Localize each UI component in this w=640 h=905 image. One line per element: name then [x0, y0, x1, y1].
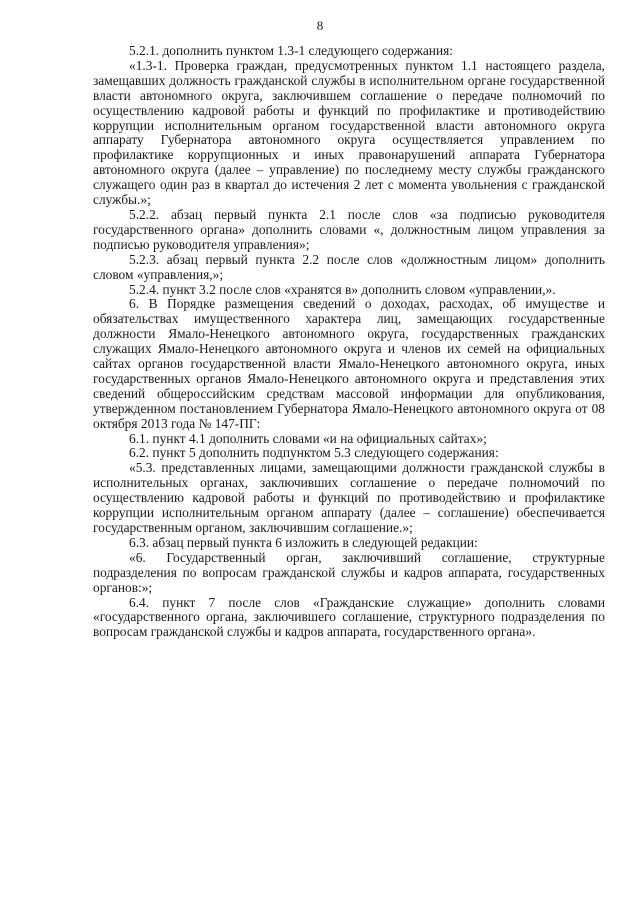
page-number: 8: [316, 18, 324, 33]
paragraph-6-text: «6. Государственный орган, заключивший соглашение, структурные подразделения по вопросам гражданской службы и кадров аппарата, государственных органов:»;: [93, 549, 605, 595]
paragraph-6-3: 6.3. абзац первый пункта 6 изложить в следующей редакции:: [129, 534, 478, 550]
paragraph-6-4: 6.4. пункт 7 после слов «Гражданские служащие» дополнить словами «государственного органа, заключившего соглашение, структурного подразделения по вопросам гражданской службы и кадров аппарата, государственного органа».: [93, 594, 605, 640]
paragraph-6: 6. В Порядке размещения сведений о доходах, расходах, об имуществе и обязательствах имущественного характера лиц, замещающих государственные должности Ямало-Ненецкого автономного округа, государственных гражданских служащих Ямало-Ненецкого автономного округа и членов их семей на официальных сайтах органов государственной власти Ямало-Ненецкого автономного округа, иных государственных органов Ямало-Ненецкого автономного округа и представления этих сведений общероссийским средствам массовой информации для опубликования, утвержденном постановлением Губернатора Ямало-Ненецкого автономного округа от 08 октября 2013 года № 147-ПГ:: [93, 296, 605, 431]
paragraph-5-3-text: «5.3. представленных лицами, замещающими должности гражданской службы в исполнительных органах, заключивших соглашение о передаче полномочий по осуществлению кадровой работы и функций по противодействию и профилактике коррупции исполнительным органом аппарату (далее – соглашение) обеспечивается государственным органом, заключившим соглашение.»;: [93, 460, 605, 535]
paragraph-5-2-2: 5.2.2. абзац первый пункта 2.1 после слов «за подписью руководителя государственного органа» дополнить словами «, должностным лицом управления за подписью руководителя управления»;: [93, 206, 605, 252]
paragraph-5-2-1: 5.2.1. дополнить пунктом 1.3-1 следующего содержания:: [129, 43, 453, 58]
paragraph-5-2-3: 5.2.3. абзац первый пункта 2.2 после слов «должностным лицом» дополнить словом «управления,»;: [93, 251, 605, 282]
paragraph-6-2: 6.2. пункт 5 дополнить подпунктом 5.3 следующего содержания:: [129, 445, 499, 461]
paragraph-6-1: 6.1. пункт 4.1 дополнить словами «и на официальных сайтах»;: [129, 430, 487, 446]
paragraph-5-2-4: 5.2.4. пункт 3.2 после слов «хранятся в» дополнить словом «управлении,».: [129, 281, 556, 297]
document-body: [93, 44, 605, 640]
paragraph-1-3-1-text: «1.3-1. Проверка граждан, предусмотренных пунктом 1.1 настоящего раздела, замещавших должность гражданской службы в исполнительном органе государственной власти автономного округа, заключившем соглашение о передаче полномочий по осуществлению кадровой работы и функций по профилактике и противодействию коррупции исполнительным органом государственной власти автономного округа аппарату Губернатора автономного округа осуществляется управлением по профилактике коррупционных и иных правонарушений аппарата Губернатора автономного округа (далее – управление) по последнему месту службы гражданского служащего один раз в квартал до истечения 2 лет с момента увольнения с гражданской службы.»;: [93, 57, 605, 208]
